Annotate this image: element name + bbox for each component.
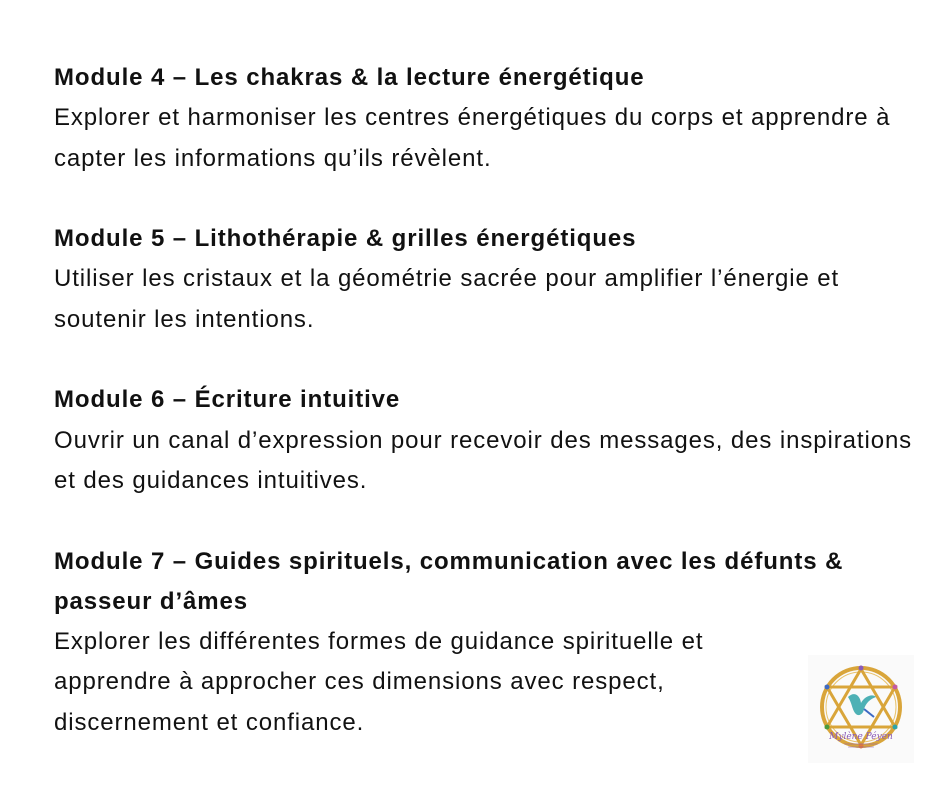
module-title: Module 7 – Guides spirituels, communication avec les défunts & passeur d’âmes bbox=[54, 547, 844, 615]
module-title: Module 6 – Écriture intuitive bbox=[54, 386, 401, 414]
module-description: Explorer les différentes formes de guidance spirituelle et apprendre à approcher ces dimensions avec respect, discernement et confiance. bbox=[54, 628, 704, 736]
module-list bbox=[54, 58, 914, 743]
module-title: Module 4 – Les chakras & la lecture énergétique bbox=[54, 64, 645, 91]
module-6 bbox=[54, 380, 914, 501]
module-4 bbox=[54, 58, 914, 179]
star-of-david-hummingbird-logo-icon bbox=[808, 655, 914, 763]
module-title: Module 5 – Lithothérapie & grilles énergétiques bbox=[54, 225, 637, 253]
module-description: Ouvrir un canal d’expression pour recevoir des messages, des inspirations et des guidances intuitives. bbox=[54, 426, 913, 494]
module-description: Utiliser les cristaux et la géométrie sacrée pour amplifier l’énergie et soutenir les intentions. bbox=[54, 265, 840, 333]
module-description: Explorer et harmoniser les centres énergétiques du corps et apprendre à capter les informations qu’ils révèlent. bbox=[54, 104, 891, 172]
brand-logo bbox=[808, 655, 914, 763]
logo-wordmark: Mylène Péyen bbox=[829, 732, 893, 742]
module-5 bbox=[54, 219, 914, 340]
module-7 bbox=[54, 542, 914, 743]
